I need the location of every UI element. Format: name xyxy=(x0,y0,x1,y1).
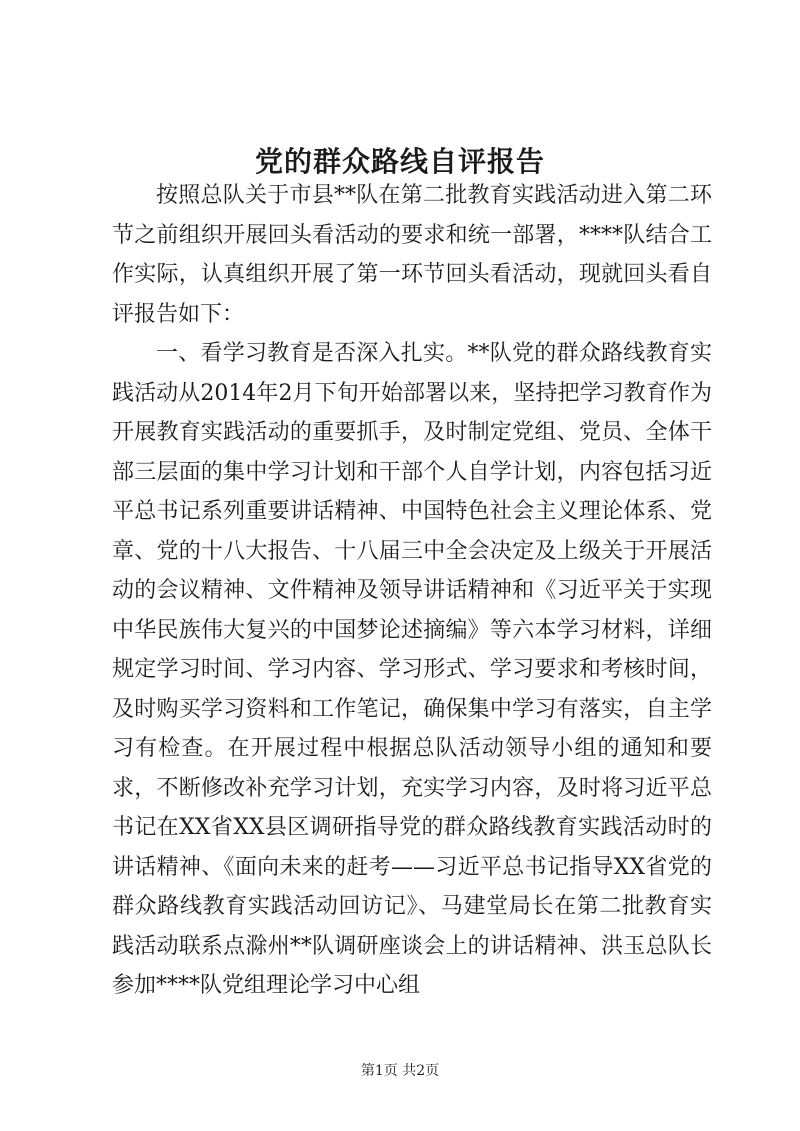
document-body xyxy=(112,176,712,1006)
page-title: 党的群众路线自评报告 xyxy=(254,145,545,178)
page-footer: 第1页 共2页 xyxy=(360,1063,440,1079)
paragraph-section-one: 一、看学习教育是否深入扎实。**队党的群众路线教育实践活动从2014年2月下旬开始部署以来，坚持把学习教育作为开展教育实践活动的重要抓手，及时制定党组、党员、全体干部三层面的集中学习计划和干部个人自学计划，内容包括习近平总书记系列重要讲话精神、中国特色社会主义理论体系、党章、党的十八大报告、十八届三中全会决定及上级关于开展活动的会议精神、文件精神及领导讲话精神和《习近平关于实现中华民族伟大复兴的中国梦论述摘编》等六本学习材料，详细规定学习时间、学习内容、学习形式、学习要求和考核时间，及时购买学习资料和工作笔记，确保集中学习有落实，自主学习有检查。在开展过程中根据总队活动领导小组的通知和要求，不断修改补充学习计划，充实学习内容，及时将习近平总书记在XX省XX县区调研指导党的群众路线教育实践活动时的讲话精神、《面向未来的赶考——习近平总书记指导XX省党的群众路线教育实践活动回访记》、马建堂局长在第二批教育实践活动联系点滁州**队调研座谈会上的讲话精神、洪玉总队长参加****队党组理论学习中心组 xyxy=(112,341,712,998)
paragraph-intro: 按照总队关于市县**队在第二批教育实践活动进入第二环节之前组织开展回头看活动的要求和统一部署，****队结合工作实际，认真组织开展了第一环节回头看活动，现就回头看自评报告如下： xyxy=(112,183,712,327)
